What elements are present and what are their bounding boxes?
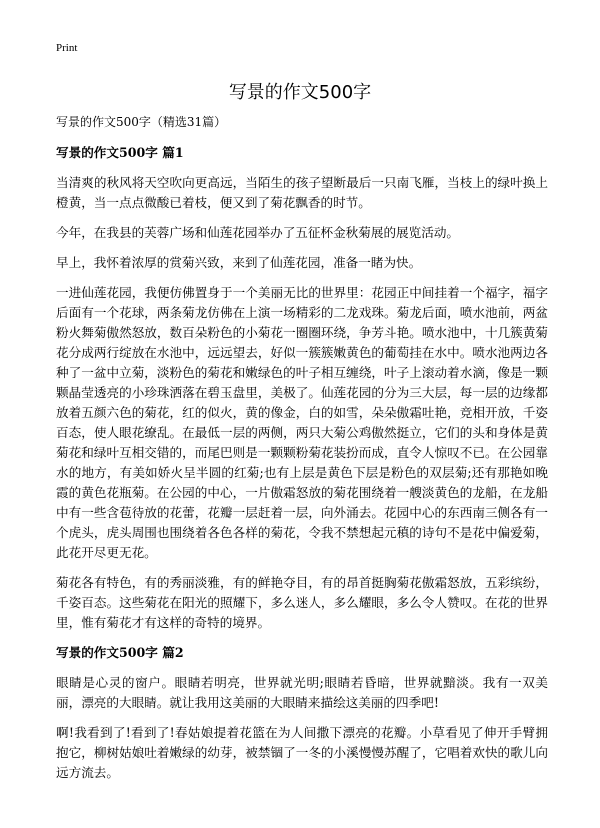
section-heading-2: 写景的作文500字 篇2 xyxy=(56,645,184,660)
article-body xyxy=(56,112,548,793)
paragraph: 一进仙莲花园，我便仿佛置身于一个美丽无比的世界里：花园正中间挂着一个福字，福字后面有一个花球，两条菊龙仿佛在上演一场精彩的二龙戏珠。菊龙后面，喷水池前，两盆粉火舞菊傲然怒放，数百朵粉色的小菊花一圈圈环绕，争芳斗艳。喷水池中，十几簇黄菊花分成两行绽放在水池中，远远望去，好似一簇簇嫩黄色的葡萄挂在水中。喷水池两边各种了一盆中立菊，淡粉色的菊花和嫩绿色的叶子相互缠绕，叶子上滚动着水滴，像是一颗颗晶莹透亮的小珍珠洒落在碧玉盘里，美极了。仙莲花园的分为三大层，每一层的边缘都放着五颜六色的菊花，红的似火，黄的像金，白的如雪，朵朵傲霜吐艳，竞相开放，千姿百态，使人眼花缭乱。在最低一层的两侧，两只大菊公鸡傲然挺立，它们的头和身体是黄菊花和绿叶互相交错的，而尾巴则是一颗颗粉菊花装扮而成，直令人惊叹不已。在公园靠水的地方，有美如娇火呈半圆的红菊;也有上层是黄色下层是粉色的双层菊;还有那艳如晚霞的黄色花瓶菊。在公园的中心，一片傲霜怒放的菊花围绕着一艘淡黄色的龙船，在龙船中有一些含苞待放的花蕾，花瓣一层赶着一层，向外涌去。花园中心的东西南三侧各有一个虎头，虎头周围也围绕着各色各样的菊花，令我不禁想起元稹的诗句不是花中偏爱菊，此花开尽更无花。 xyxy=(56,285,548,560)
paragraph: 当清爽的秋风将天空吹向更高远，当陌生的孩子望断最后一只南飞雁，当枝上的绿叶换上橙黄，当一点点微酸已着枝，便又到了菊花飘香的时节。 xyxy=(56,175,548,210)
section-heading-1: 写景的作文500字 篇1 xyxy=(56,145,184,160)
paragraph: 菊花各有特色，有的秀丽淡雅，有的鲜艳夺目，有的昂首挺胸菊花傲霜怒放，五彩缤纷，千姿百态。这些菊花在阳光的照耀下，多么迷人，多么耀眼，多么令人赞叹。在花的世界里，惟有菊花才有这样的奇特的境界。 xyxy=(56,575,548,630)
paragraph: 今年，在我县的芙蓉广场和仙莲花园举办了五征杯金秋菊展的展览活动。 xyxy=(56,225,459,240)
page-title: 写景的作文500字 xyxy=(228,82,372,103)
print-link[interactable]: Print xyxy=(56,42,78,54)
paragraph: 早上，我怀着浓厚的赏菊兴致，来到了仙莲花园，准备一睹为快。 xyxy=(56,255,422,270)
article-subtitle: 写景的作文500字（精选31篇） xyxy=(56,115,227,129)
paragraph: 眼睛是心灵的窗户。眼睛若明亮，世界就光明;眼睛若昏暗，世界就黯淡。我有一双美丽，漂亮的大眼睛。就让我用这美丽的大眼睛来描绘这美丽的四季吧! xyxy=(56,675,548,710)
paragraph: 啊!我看到了!看到了!春姑娘提着花篮在为人间撒下漂亮的花瓣。小草看见了伸开手臂拥抱它，柳树姑娘吐着嫩绿的幼芽，被禁锢了一冬的小溪慢慢苏醒了，它唱着欢快的歌儿向远方流去。 xyxy=(56,725,548,780)
